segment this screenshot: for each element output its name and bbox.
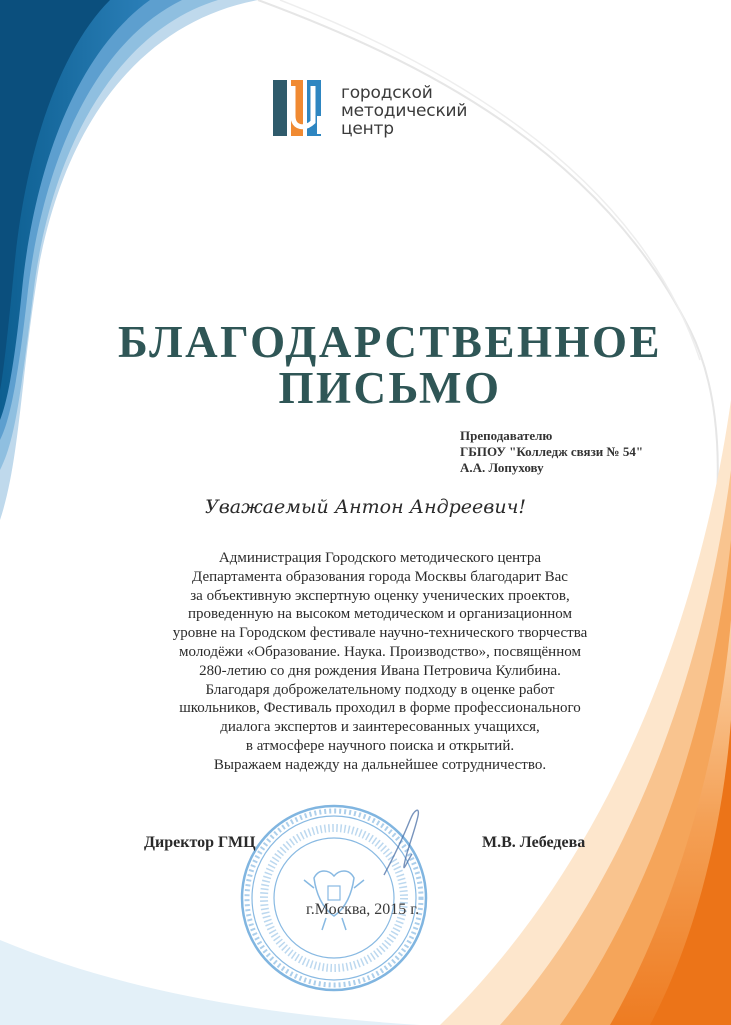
logo-text-line3: центр xyxy=(341,119,394,139)
handwritten-signature xyxy=(372,800,432,880)
signatory-position: Директор ГМЦ xyxy=(144,834,256,851)
body-line: проведенную на высоком методическом и организационном xyxy=(187,606,572,623)
body-line: диалога экспертов и заинтересованных учащихся, xyxy=(220,719,540,736)
greeting: Уважаемый Антон Андреевич! xyxy=(204,496,527,518)
letter-body xyxy=(100,549,660,775)
body-line: 280-летию со дня рождения Ивана Петровича Кулибина. xyxy=(199,662,561,679)
signatory-name: М.В. Лебедева xyxy=(482,834,586,851)
body-line: уровне на Городском фестивале научно-технического творчества xyxy=(172,625,588,642)
addressee-line1: Преподавателю xyxy=(460,428,553,443)
addressee-line2: ГБПОУ "Колледж связи № 54" xyxy=(460,444,644,459)
logo-text-line1: городской xyxy=(341,83,433,103)
body-line: Администрация Городского методического центра xyxy=(218,550,542,566)
body-line: молодёжи «Образование. Наука. Производство», посвящённом xyxy=(179,643,581,660)
city-date: г.Москва, 2015 г. xyxy=(306,901,420,918)
body-line: Выражаем надежду на дальнейшее сотрудничество. xyxy=(213,756,547,773)
gmc-logo-icon xyxy=(271,76,335,140)
document-title-line2: ПИСЬМО xyxy=(278,363,502,413)
body-line: Департамента образования города Москвы благодарит Вас xyxy=(192,568,568,585)
addressee-block xyxy=(460,428,643,476)
document-title-line1: БЛАГОДАРСТВЕННОЕ xyxy=(118,317,662,367)
body-line: Благодаря доброжелательному подходу в оценке работ xyxy=(205,681,555,698)
gmc-logo xyxy=(271,76,501,140)
body-line: в атмосфере научного поиска и открытий. xyxy=(245,737,515,754)
addressee-line3: А.А. Лопухову xyxy=(460,460,544,475)
logo-text-line2: методический xyxy=(341,101,468,121)
body-line: школьников, Фестиваль проходил в форме профессионального xyxy=(179,700,581,717)
body-line: за объективную экспертную оценку ученических проектов, xyxy=(190,587,570,604)
